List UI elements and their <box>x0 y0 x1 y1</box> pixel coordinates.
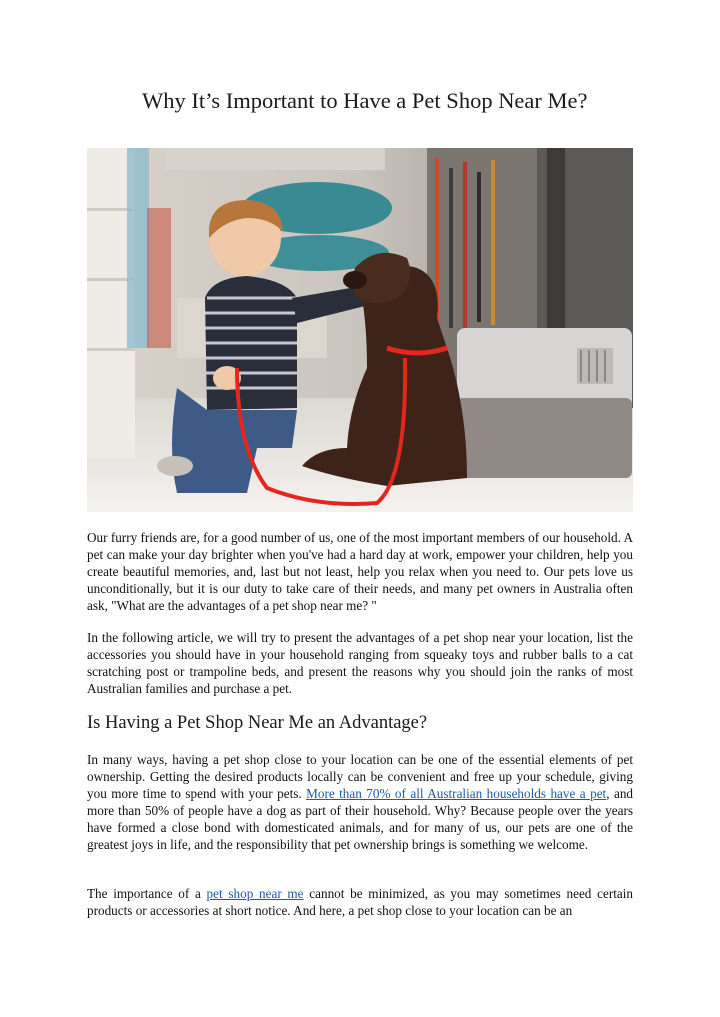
article-photo <box>87 148 633 512</box>
section-heading: Is Having a Pet Shop Near Me an Advantage? <box>87 713 428 733</box>
paragraph-advantage-text-b: , and more than 50% of people have a dog as part of their household. Why? Because people over the years have formed a close bond with domesticated animals, and for many of us, our pets are one of the greatest joys in life, and the responsibility that pet ownership brings is something we welcome. <box>87 785 634 852</box>
paragraph-advantage <box>87 752 633 853</box>
pet-shop-near-me-link[interactable]: pet shop near me <box>206 886 304 901</box>
paragraph-overview: In the following article, we will try to present the advantages of a pet shop near your location, list the accessories you should have in your household ranging from squeaky toys and rubber balls to a cat scratching post or trampoline beds, and present the reasons why you should join the ranks of most Australian families and purchase a pet. <box>87 630 633 696</box>
page-title: Why It’s Important to Have a Pet Shop Near Me? <box>142 88 588 113</box>
australian-households-link[interactable]: More than 70% of all Australian households have a pet <box>306 785 607 801</box>
paragraph-importance-text-a: The importance of a <box>87 886 207 901</box>
paragraph-intro: Our furry friends are, for a good number of us, one of the most important members of our household. A pet can make your day brighter when you've had a hard day at work, empower your children, help you create beautiful memories, and, last but not least, help you relax when you need to. Our pets love us unconditionally, but it is our duty to take care of their needs, and many pet owners in Australia often ask, "What are the advantages of a pet shop near me? " <box>87 530 633 613</box>
paragraph-advantage-text-a: In many ways, having a pet shop close to your location can be one of the essential elements of pet ownership. Getting the desired products locally can be convenient and free up your schedule, giving you more time to spend with your pets. <box>87 752 633 801</box>
paragraph-importance <box>87 886 633 920</box>
paragraph-importance-text-b: cannot be minimized, as you may sometimes need certain products or accessories at short notice. And here, a pet shop close to your location can be an <box>87 886 633 918</box>
